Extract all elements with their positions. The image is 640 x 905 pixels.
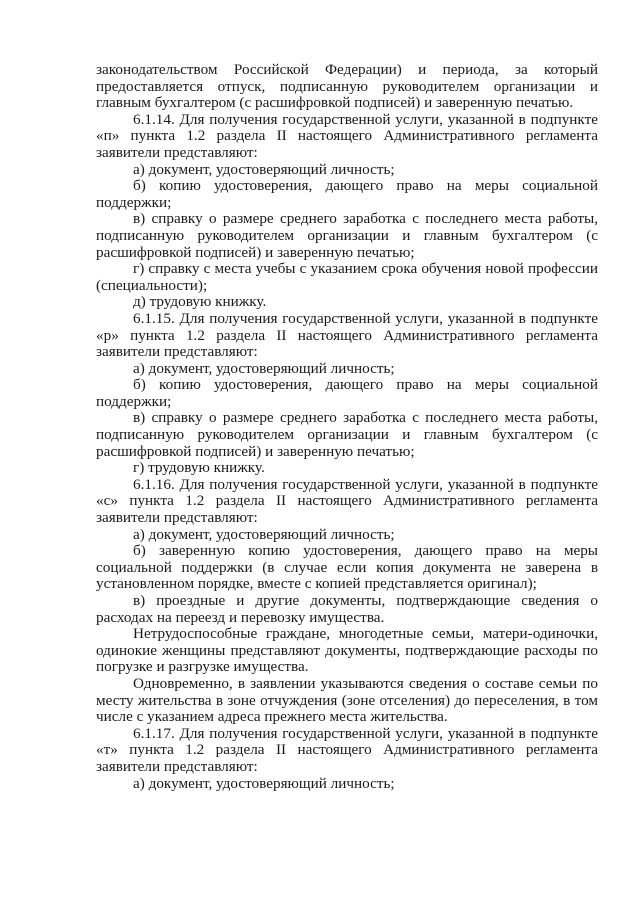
paragraph-item-g: г) трудовую книжку. xyxy=(133,459,265,477)
paragraph-item-g: г) справку с места учебы с указанием срока обучения новой профессии (специальности); xyxy=(96,260,598,294)
paragraph-item-b: б) копию удостоверения, дающего право на меры социальной поддержки; xyxy=(96,177,598,211)
paragraph-continuation: законодательством Российской Федерации) и периода, за который предоставляется отпуск, подписанную руководителем организации и главным бухгалтером (с расшифровкой подписей) и заверенную печатью. xyxy=(96,61,598,112)
paragraph-item-v: в) справку о размере среднего заработка с последнего места работы, подписанную руководителем организации и главным бухгалтером (с расшифровкой подписей) и заверенную печатью; xyxy=(96,210,598,261)
paragraph-6-1-16-heading: 6.1.16. Для получения государственной услуги, указанной в подпункте «с» пункта 1.2 раздела II настоящего Административного регламента заявители представляют: xyxy=(96,475,598,527)
paragraph-item-v: в) проездные и другие документы, подтверждающие сведения о расходах на переезд и перевозку имущества. xyxy=(96,592,598,626)
paragraph-family-composition: Одновременно, в заявлении указываются сведения о составе семьи по месту жительства в зоне отчуждения (зоне отселения) до переселения, в том числе с указанием адреса прежнего места жительства. xyxy=(96,674,598,726)
paragraph-item-v: в) справку о размере среднего заработка с последнего места работы, подписанную руководителем организации и главным бухгалтером (с расшифровкой подписей) и заверенную печатью; xyxy=(96,409,598,460)
document-body xyxy=(96,62,598,792)
paragraph-item-a: а) документ, удостоверяющий личность; xyxy=(133,359,395,377)
paragraph-item-d: д) трудовую книжку. xyxy=(133,293,267,311)
paragraph-item-a: а) документ, удостоверяющий личность; xyxy=(133,525,395,543)
paragraph-item-b: б) копию удостоверения, дающего право на меры социальной поддержки; xyxy=(96,376,598,410)
paragraph-disabled-citizens: Нетрудоспособные граждане, многодетные семьи, матери-одиночки, одинокие женщины представляют документы, подтверждающие расходы по погрузке и разгрузке имущества. xyxy=(96,625,598,676)
paragraph-6-1-14-heading: 6.1.14. Для получения государственной услуги, указанной в подпункте «п» пункта 1.2 раздела II настоящего Административного регламента заявители представляют: xyxy=(96,110,598,161)
paragraph-item-a: а) документ, удостоверяющий личность; xyxy=(133,774,395,792)
paragraph-6-1-15-heading: 6.1.15. Для получения государственной услуги, указанной в подпункте «р» пункта 1.2 раздела II настоящего Административного регламента заявители представляют: xyxy=(96,309,598,361)
paragraph-item-a: а) документ, удостоверяющий личность; xyxy=(133,160,395,178)
paragraph-6-1-17-heading: 6.1.17. Для получения государственной услуги, указанной в подпункте «т» пункта 1.2 раздела II настоящего Административного регламента заявители представляют: xyxy=(96,724,598,775)
paragraph-item-b: б) заверенную копию удостоверения, дающего право на меры социальной поддержки (в случае если копия документа не заверена в установленном порядке, вместе с копией представляется оригинал); xyxy=(96,542,598,593)
